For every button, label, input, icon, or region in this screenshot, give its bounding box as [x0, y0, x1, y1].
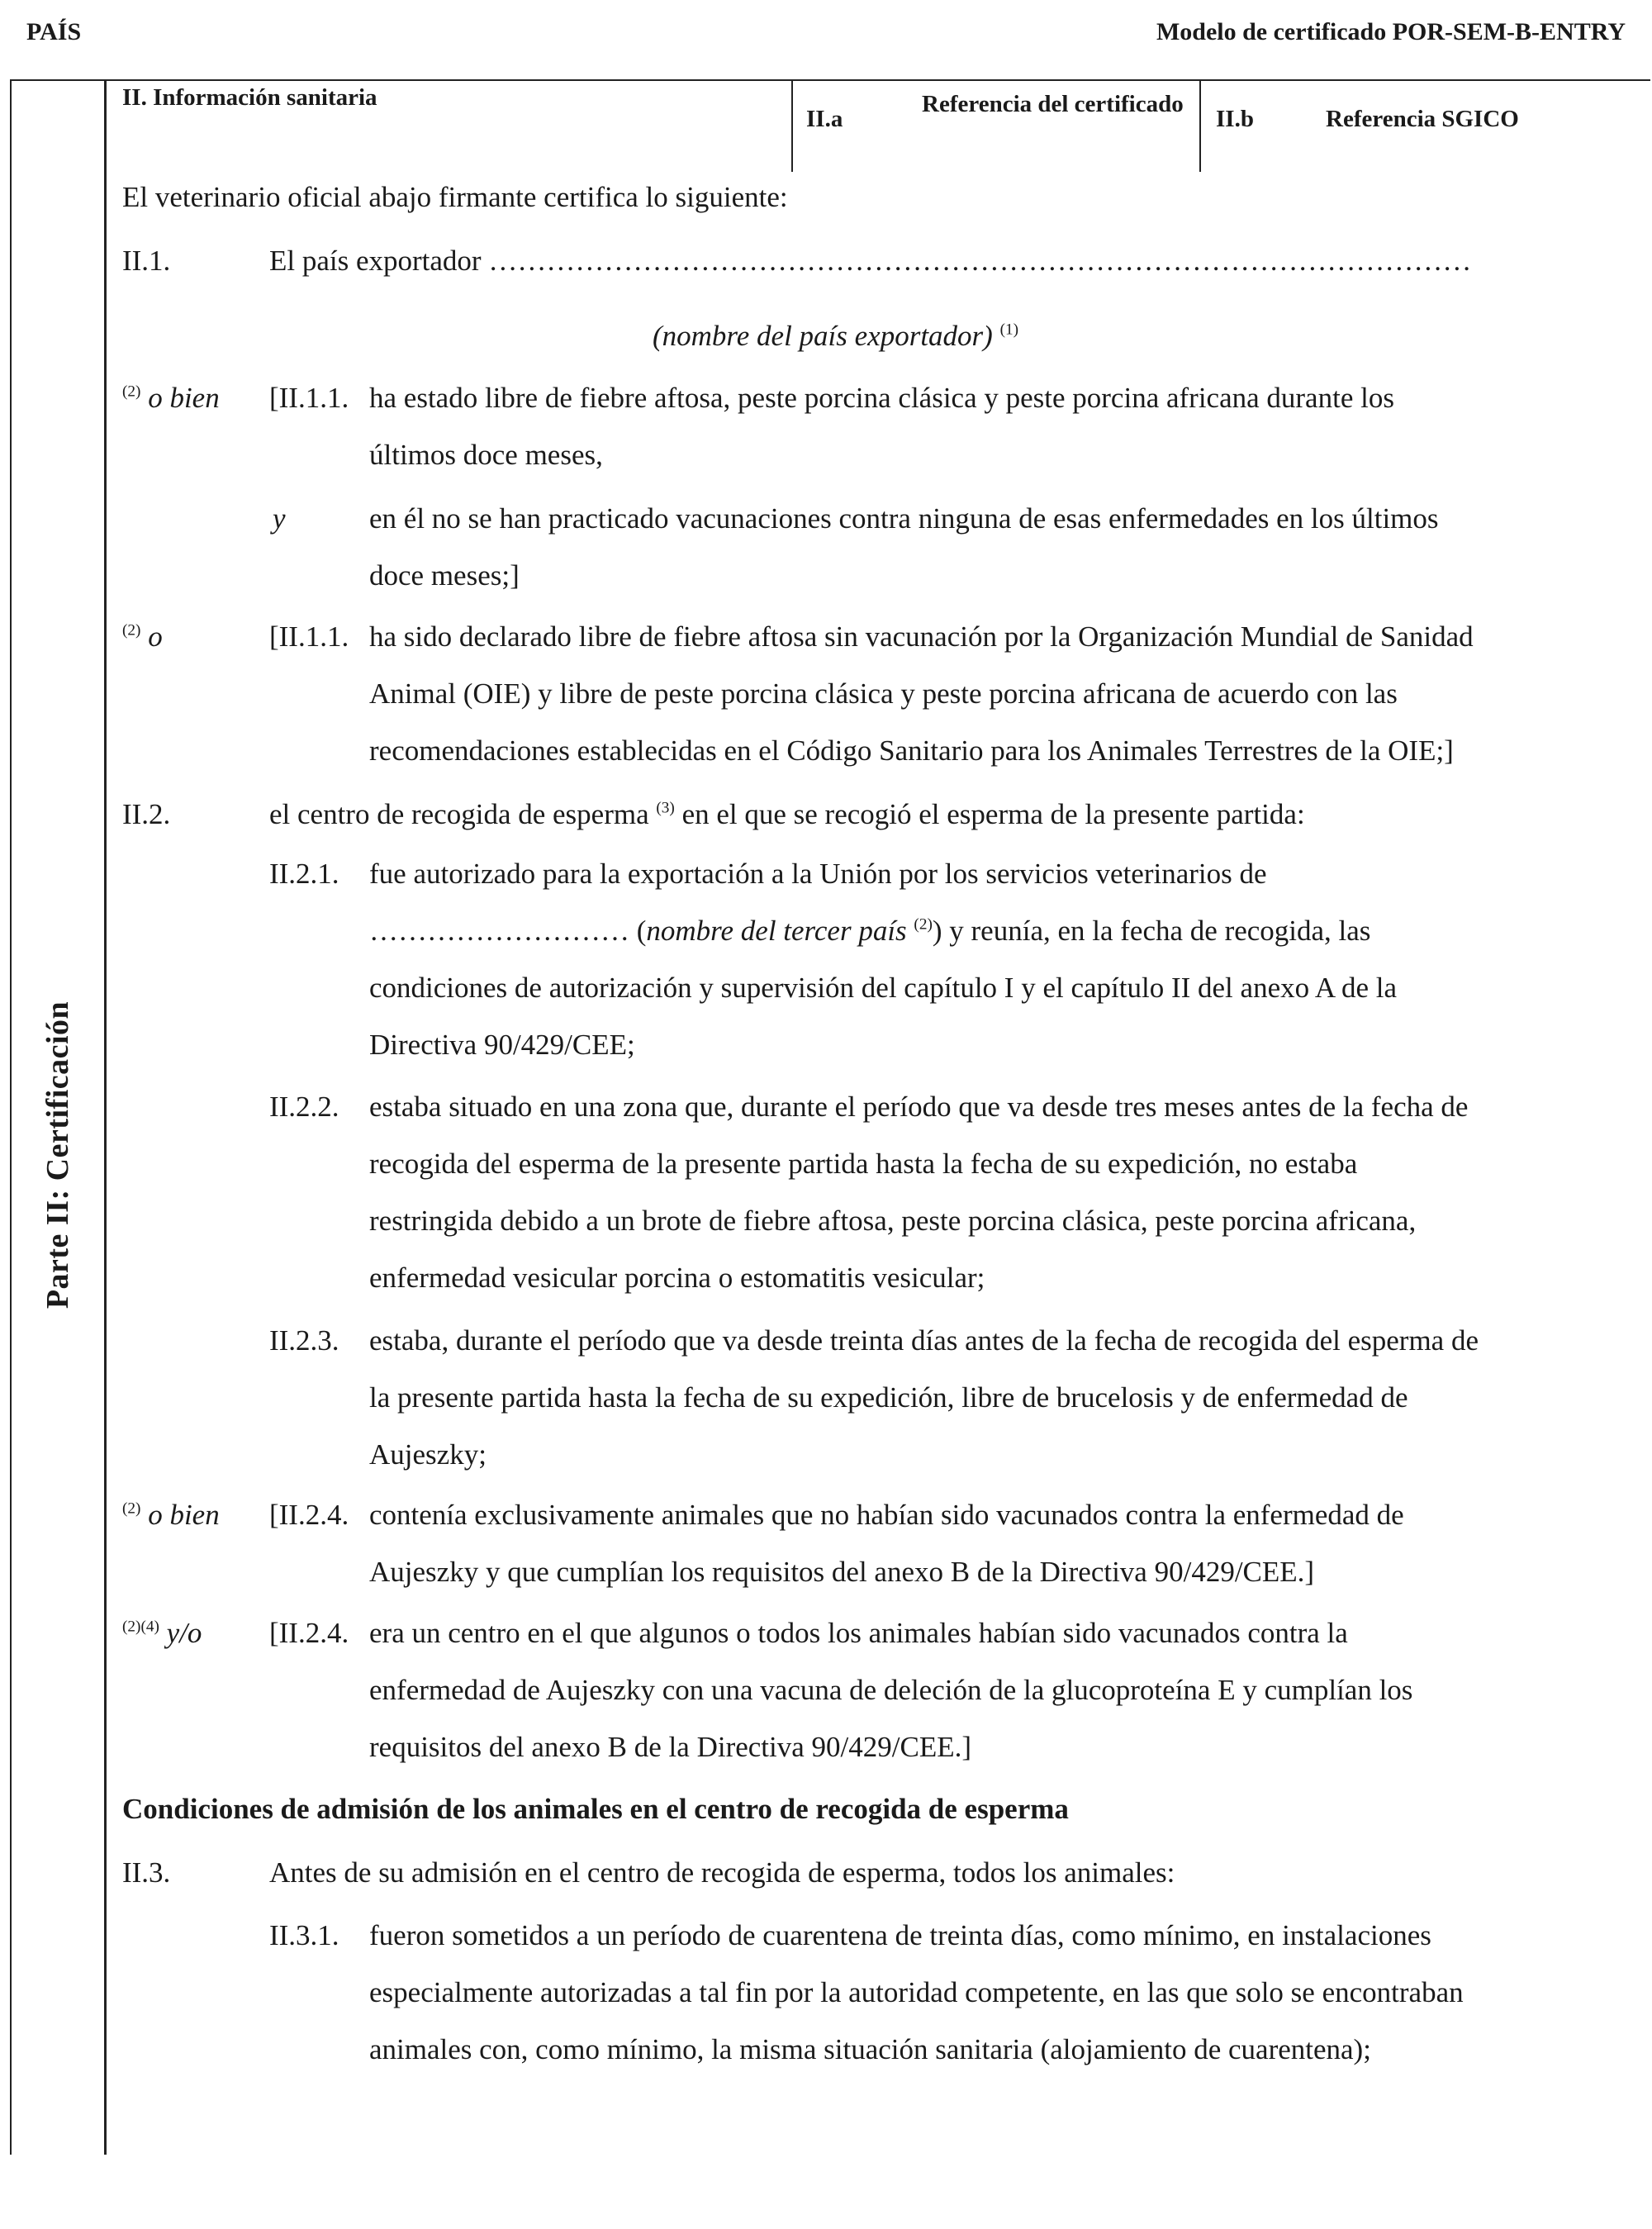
ii24a-footnote: (2) — [122, 1499, 141, 1518]
ii11a-number: [II.1.1. — [269, 382, 349, 414]
ii31-line-2: especialmente autorizadas a tal fin por la autoridad competente, en las que solo se encontraban — [369, 1976, 1464, 2008]
certificate-model-label: Modelo de certificado POR-SEM-B-ENTRY — [1156, 18, 1626, 45]
ii11a-option-word: o bien — [148, 382, 220, 414]
ii21-third-country-caption: nombre del tercer país — [646, 915, 907, 947]
ii21-line-3: condiciones de autorización y supervisión del capítulo I y el capítulo II del anexo A de la — [369, 972, 1398, 1004]
ii3-number: II.3. — [122, 1856, 171, 1889]
iia-certificate-reference-label: Referencia del certificado — [922, 91, 1184, 117]
ii11b-option-label — [122, 620, 163, 653]
ii11b-line-3: recomendaciones establecidas en el Código Sanitario para los Animales Terrestres de la OIE;] — [369, 734, 1454, 767]
ii2-text-b: en el que se recogió el esperma de la presente partida: — [681, 798, 1305, 830]
ii11a-option-label — [122, 382, 220, 415]
ii24b-line-3: requisitos del anexo B de la Directiva 90/429/CEE.] — [369, 1731, 971, 1763]
ii21-footnote: (2) — [914, 915, 933, 934]
ii31-line-1: fueron sometidos a un período de cuarentena de treinta días, como mínimo, en instalaciones — [369, 1919, 1431, 1951]
ii23-number: II.2.3. — [269, 1324, 339, 1357]
ii24b-number: [II.2.4. — [269, 1617, 349, 1649]
ii23-line-3: Aujeszky; — [369, 1438, 487, 1471]
ii3-text: Antes de su admisión en el centro de recogida de esperma, todos los animales: — [269, 1856, 1175, 1889]
ii11b-number: [II.1.1. — [269, 620, 349, 653]
ii24a-number: [II.2.4. — [269, 1499, 349, 1531]
ii1-number: II.1. — [122, 245, 171, 277]
ii24a-line-2: Aujeszky y que cumplían los requisitos del anexo B de la Directiva 90/429/CEE.] — [369, 1556, 1315, 1588]
ii22-line-1: estaba situado en una zona que, durante el período que va desde tres meses antes de la fecha de — [369, 1091, 1469, 1123]
ii22-line-4: enfermedad vesicular porcina o estomatitis vesicular; — [369, 1262, 985, 1294]
ii2-footnote: (3) — [656, 799, 675, 817]
ii1-caption-footnote: (1) — [999, 321, 1019, 339]
ii24b-footnote: (2)(4) — [122, 1618, 159, 1636]
ii24a-line-1: contenía exclusivamente animales que no habían sido vacunados contra la enfermedad de — [369, 1499, 1404, 1531]
ii21-line-2-rest: ) y reunía, en la fecha de recogida, las — [932, 915, 1371, 947]
ii11b-footnote: (2) — [122, 621, 141, 639]
ii11a-line-3: en él no se han practicado vacunaciones contra ninguna de esas enfermedades en los últimos — [369, 502, 1439, 535]
ii2-text — [269, 798, 1305, 831]
ii31-number: II.3.1. — [269, 1919, 339, 1951]
ii24b-line-1: era un centro en el que algunos o todos los animales habían sido vacunados contra la — [369, 1617, 1348, 1649]
ii31-line-3: animales con, como mínimo, la misma situación sanitaria (alojamiento de cuarentena); — [369, 2033, 1371, 2065]
ii1-caption — [653, 320, 1018, 353]
ii24b-option-word: y/o — [166, 1617, 202, 1649]
ii11b-line-1: ha sido declarado libre de fiebre aftosa sin vacunación por la Organización Mundial de Sanidad — [369, 620, 1474, 653]
conditions-heading: Condiciones de admisión de los animales en el centro de recogida de esperma — [122, 1793, 1069, 1825]
ii24a-option-word: o bien — [148, 1499, 220, 1531]
intro-statement: El veterinario oficial abajo firmante certifica lo siguiente: — [122, 181, 788, 213]
iib-code: II.b — [1216, 106, 1254, 132]
ii24a-option-label — [122, 1499, 220, 1532]
ii23-line-2: la presente partida hasta la fecha de su expedición, libre de brucelosis y de enfermedad de — [369, 1381, 1408, 1414]
ii11a-line-4: doce meses;] — [369, 559, 520, 592]
ii2-number: II.2. — [122, 798, 171, 830]
ii22-number: II.2.2. — [269, 1091, 339, 1123]
ii21-line-4: Directiva 90/429/CEE; — [369, 1029, 635, 1061]
ii21-line-2 — [369, 915, 1370, 948]
ii11a-conjunction: y — [273, 502, 286, 535]
ii24b-line-2: enfermedad de Aujeszky con una vacuna de deleción de la glucoproteína E y cumplían los — [369, 1674, 1413, 1706]
iib-sgico-reference-label: Referencia SGICO — [1326, 106, 1519, 132]
ii24b-option-label — [122, 1617, 202, 1650]
ii1-exporting-country-line: El país exportador ………………………………………………………………………………………… — [269, 245, 1472, 277]
ii11a-footnote: (2) — [122, 383, 141, 401]
ii22-line-3: restringida debido a un brote de fiebre aftosa, peste porcina clásica, peste porcina africana, — [369, 1205, 1417, 1237]
ii21-number: II.2.1. — [269, 858, 339, 890]
ii23-line-1: estaba, durante el período que va desde treinta días antes de la fecha de recogida del esperma de — [369, 1324, 1479, 1357]
ii1-caption-text: (nombre del país exportador) — [653, 320, 993, 352]
ii21-line-1: fue autorizado para la exportación a la Unión por los servicios veterinarios de — [369, 858, 1267, 890]
part-ii-side-label: Parte II: Certificación — [40, 1000, 76, 1309]
ii11b-line-2: Animal (OIE) y libre de peste porcina clásica y peste porcina africana de acuerdo con las — [369, 677, 1398, 710]
section-title: II. Información sanitaria — [122, 84, 377, 111]
ii11a-line-1: ha estado libre de fiebre aftosa, peste porcina clásica y peste porcina africana durante los — [369, 382, 1394, 414]
ii21-dots: ……………………… ( — [369, 915, 647, 947]
ii2-text-a: el centro de recogida de esperma — [269, 798, 649, 830]
ii11a-line-2: últimos doce meses, — [369, 439, 603, 471]
iia-code: II.a — [806, 106, 843, 132]
ii11b-option-word: o — [148, 620, 163, 653]
country-label: PAÍS — [26, 18, 82, 45]
ii22-line-2: recogida del esperma de la presente partida hasta la fecha de su expedición, no estaba — [369, 1148, 1358, 1180]
